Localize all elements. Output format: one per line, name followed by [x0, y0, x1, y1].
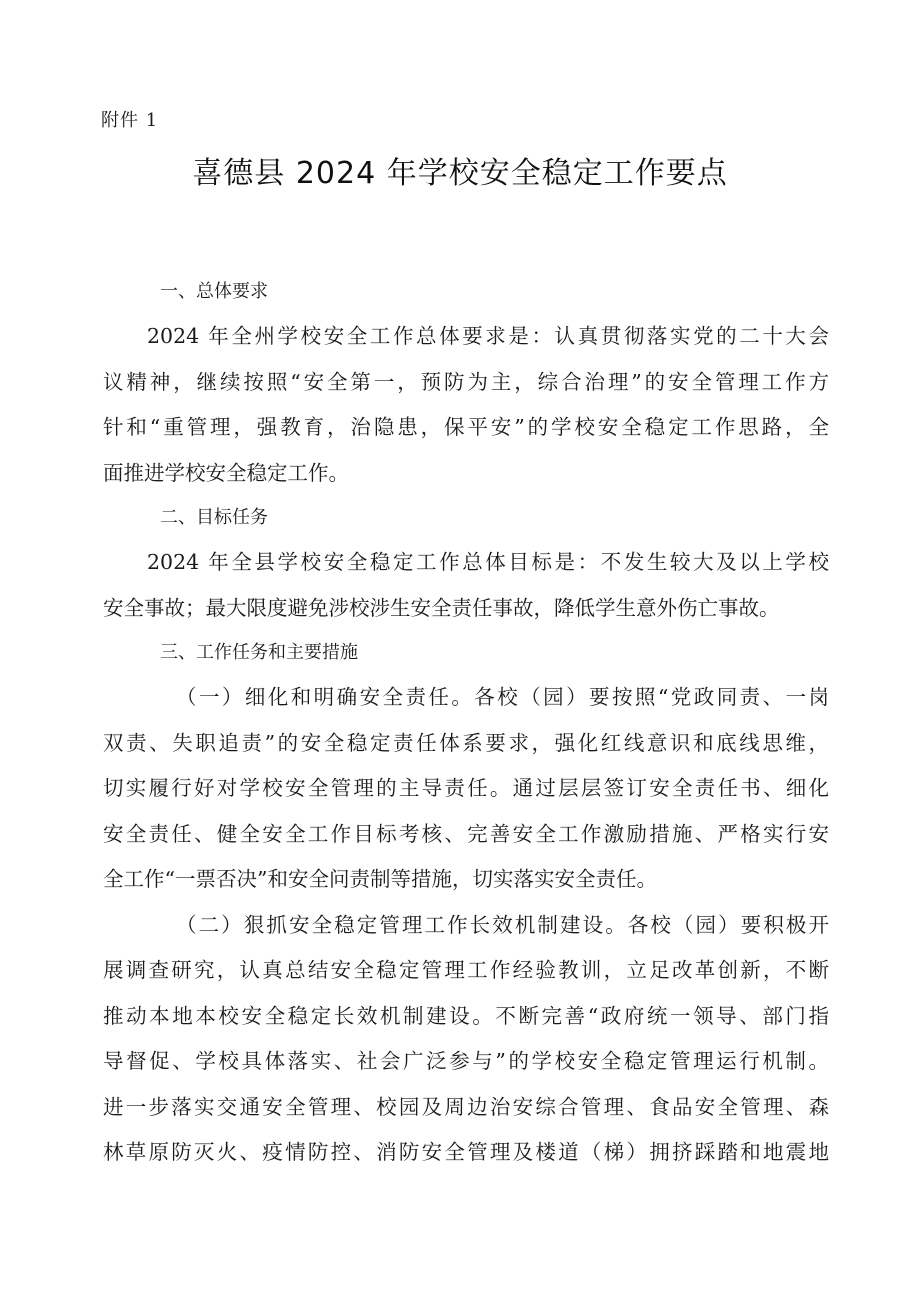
text-line: （二）狠抓安全稳定管理工作长效机制建设。各校（园）要积极开	[176, 912, 829, 937]
text-line: 2024 年全县学校安全稳定工作总体目标是：不发生较大及以上学校	[147, 550, 829, 574]
section-heading-goals: 二、目标任务	[160, 507, 268, 528]
text-line: 2024 年全州学校安全工作总体要求是：认真贯彻落实党的二十大会	[147, 324, 829, 348]
text-line: 全工作“一票否决”和安全问责制等措施，切实落实安全责任。	[103, 867, 657, 891]
section-heading-tasks: 三、工作任务和主要措施	[160, 642, 358, 663]
text-line: 林草原防灭火、疫情防控、消防安全管理及楼道（梯）拥挤踩踏和地震地	[103, 1140, 829, 1164]
text-line: 双责、失职追责”的安全稳定责任体系要求，强化红线意识和底线思维，	[103, 730, 829, 755]
text-line: （一）细化和明确安全责任。各校（园）要按照“党政同责、一岗	[176, 685, 829, 709]
text-line: 进一步落实交通安全管理、校园及周边治安综合管理、食品安全管理、森	[103, 1094, 829, 1119]
text-line: 切实履行好对学校安全管理的主导责任。通过层层签订安全责任书、细化	[103, 776, 829, 800]
text-line: 推动本地本校安全稳定长效机制建设。不断完善“政府统一领导、部门指	[103, 1003, 829, 1028]
text-line: 议精神，继续按照“安全第一，预防为主，综合治理”的安全管理工作方	[103, 369, 829, 394]
text-line: 针和“重管理，强教育，治隐患，保平安”的学校安全稳定工作思路，全	[103, 415, 829, 439]
paragraph-goals	[103, 540, 829, 631]
paragraph-overall-requirements	[103, 314, 829, 496]
text-line: 安全事故；最大限度避免涉校涉生安全责任事故，降低学生意外伤亡事故。	[103, 595, 780, 620]
text-line: 面推进学校安全稳定工作。	[103, 460, 349, 485]
text-line: 安全责任、健全安全工作目标考核、完善安全工作激励措施、严格实行安	[103, 821, 829, 846]
paragraph-task-mechanism	[103, 903, 829, 1176]
paragraph-task-responsibility	[103, 675, 829, 903]
attachment-label: 附件 1	[101, 110, 159, 131]
document-body	[103, 270, 829, 1176]
text-line: 导督促、学校具体落实、社会广泛参与”的学校安全稳定管理运行机制。	[103, 1049, 829, 1073]
document-title: 喜德县 2024 年学校安全稳定工作要点	[192, 156, 728, 191]
section-heading-overall: 一、总体要求	[160, 281, 268, 302]
text-line: 展调查研究，认真总结安全稳定管理工作经验教训，立足改革创新，不断	[103, 958, 829, 982]
